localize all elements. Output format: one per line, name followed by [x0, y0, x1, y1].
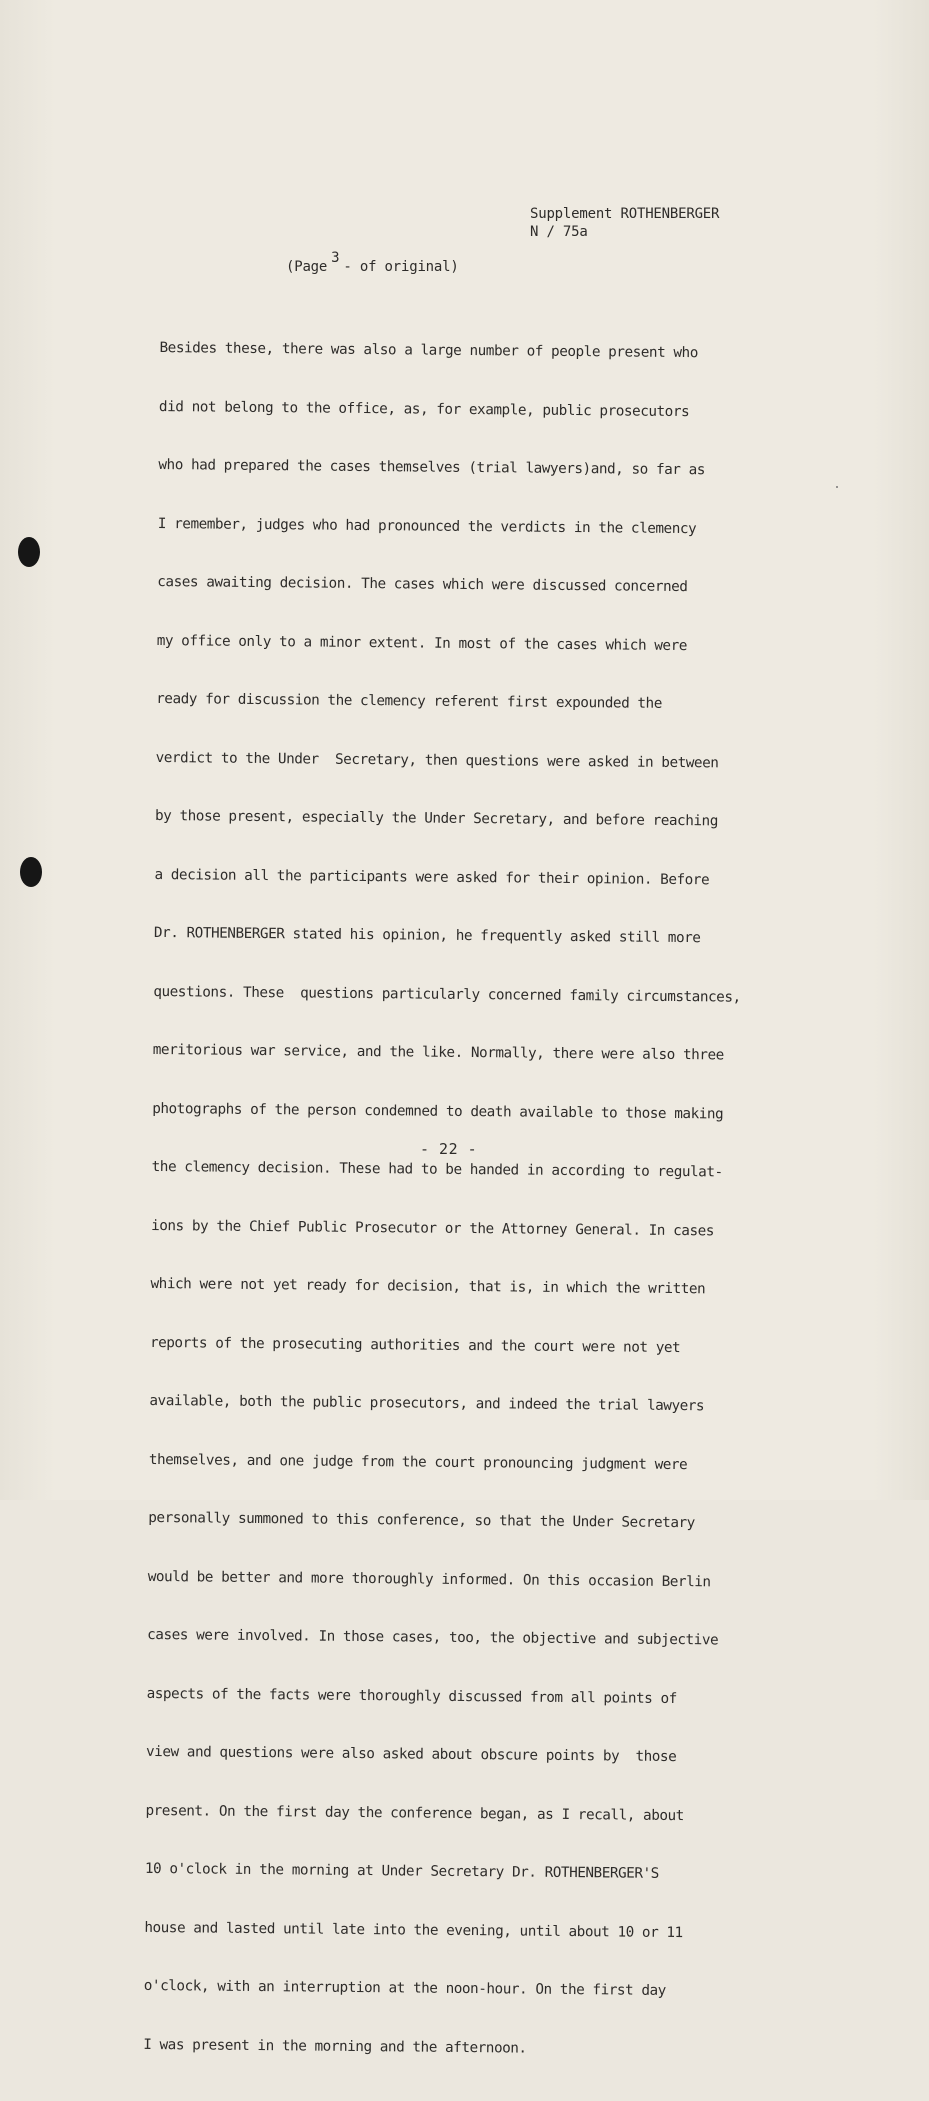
document-number: N / 75a: [530, 224, 588, 240]
body-line: cases were involved. In those cases, too, the objective and subjective: [147, 1626, 719, 1649]
body-paragraph: [143, 300, 870, 2101]
body-line: would be better and more thoroughly informed. On this occasion Berlin: [147, 1568, 711, 1590]
body-line: house and lasted until late into the evening, until about 10 or 11: [144, 1919, 683, 1941]
body-line: available, both the public prosecutors, and indeed the trial lawyers: [149, 1392, 705, 1415]
body-line: Besides these, there was also a large number of people present who: [159, 339, 698, 362]
supplement-label: Supplement ROTHENBERGER: [530, 206, 720, 222]
body-line: ready for discussion the clemency referent first expounded the: [156, 690, 662, 712]
body-line: ions by the Chief Public Prosecutor or the Attorney General. In cases: [151, 1217, 715, 1239]
body-line: did not belong to the office, as, for example, public prosecutors: [158, 398, 690, 420]
body-line: a decision all the participants were asked for their opinion. Before: [154, 866, 710, 888]
body-line: personally summoned to this conference, so that the Under Secretary: [148, 1509, 695, 1532]
body-line: themselves, and one judge from the court pronouncing judgment were: [148, 1451, 688, 1473]
document-header: [530, 205, 719, 241]
body-line: Dr. ROTHENBERGER stated his opinion, he frequently asked still more: [153, 924, 701, 947]
body-line: o'clock, with an interruption at the noon-hour. On the first day: [143, 1977, 666, 1999]
body-line: I was present in the morning and the afternoon.: [143, 2036, 527, 2057]
page-ref-suffix: - of original): [343, 259, 459, 275]
body-line: verdict to the Under Secretary, then questions were asked in between: [155, 749, 719, 771]
body-line: which were not yet ready for decision, that is, in which the written: [150, 1275, 706, 1298]
body-line: I remember, judges who had pronounced the verdicts in the clemency: [157, 515, 697, 537]
body-line: 10 o'clock in the morning at Under Secretary Dr. ROTHENBERGER'S: [144, 1860, 659, 1882]
paper-speck: [836, 486, 838, 488]
punch-hole-bottom: [20, 857, 42, 887]
body-line: the clemency decision. These had to be handed in according to regulat-: [151, 1158, 723, 1181]
body-line: questions. These questions particularly concerned family circumstances,: [153, 983, 741, 1006]
page-ref-number: 3: [331, 250, 340, 266]
page-number: - 22 -: [420, 1140, 478, 1158]
body-line: by those present, especially the Under Secretary, and before reaching: [154, 807, 718, 830]
body-line: my office only to a minor extent. In most of the cases which were: [156, 632, 688, 654]
body-line: who had prepared the cases themselves (trial lawyers)and, so far as: [158, 456, 706, 479]
body-line: photographs of the person condemned to death available to those making: [152, 1100, 724, 1122]
body-line: aspects of the facts were thoroughly discussed from all points of: [146, 1685, 677, 1707]
body-line: reports of the prosecuting authorities and the court were not yet: [149, 1334, 681, 1356]
body-line: present. On the first day the conference began, as I recall, about: [145, 1802, 684, 1824]
original-page-reference: [286, 250, 459, 276]
punch-hole-top: [18, 537, 40, 567]
body-line: meritorious war service, and the like. Normally, there were also three: [152, 1041, 724, 1064]
body-line: cases awaiting decision. The cases which were discussed concerned: [157, 573, 688, 596]
body-line: view and questions were also asked about obscure points by those: [145, 1743, 677, 1766]
page-ref-prefix: (Page: [286, 259, 328, 275]
